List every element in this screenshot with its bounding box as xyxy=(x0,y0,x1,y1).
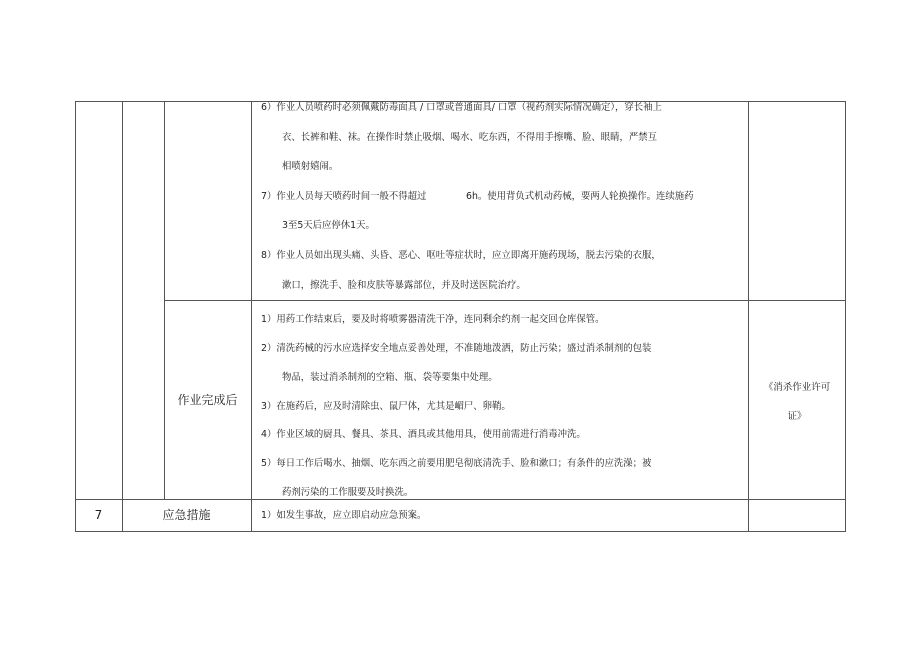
row-b-line-3: 物品，装过消杀制剂的空箱、瓶、袋等要集中处理。 xyxy=(282,372,498,383)
row-divider-b xyxy=(164,300,846,301)
column-divider-2 xyxy=(164,101,165,500)
row-b-line-5: 4）作业区域的厨具、餐具、茶具、酒具或其他用具，使用前需进行消毒冲洗。 xyxy=(261,429,586,440)
row-b-line-1: 1）用药工作结束后，要及时将喷雾器清洗干净，连同剩余约剂一起交回仓库保管。 xyxy=(261,314,605,325)
row-b-reference-line2: 证》 xyxy=(787,411,807,422)
table-bottom-border xyxy=(75,531,846,532)
row-divider-c xyxy=(75,499,846,500)
column-divider-1 xyxy=(122,101,123,532)
row-c-line-1: 1）如发生事故，应立即启动应急预案。 xyxy=(261,510,427,521)
row-c-label: 应急措施 xyxy=(162,508,211,522)
row-a-line-4a: 7）作业人员每天喷药时间一般不得超过 xyxy=(261,191,427,202)
table-left-border xyxy=(75,101,76,532)
row-b-line-6: 5）每日工作后喝水、抽烟、吃东西之前要用肥皂彻底清洗手、脸和漱口；有条件的应洗澡；被 xyxy=(261,458,652,469)
row-a-line-6: 8）作业人员如出现头痛、头昏、恶心、呕吐等症状时，应立即离开施药现场，脱去污染的衣服， xyxy=(261,250,661,261)
row-a-line-4b: 6h。使用背负式机动药械，要两人轮换操作。连续施药 xyxy=(466,191,694,202)
row-b-reference-line1: 《消杀作业许可 xyxy=(763,382,831,393)
row-b-line-2: 2）清洗药械的污水应选择安全地点妥善处理，不准随地泼洒，防止污染；盛过消杀制剂的包装 xyxy=(261,343,652,354)
row-a-line-1: 6）作业人员喷药时必须佩戴防毒面具 / 口罩或普通面具/ 口罩（视药剂实际情况确定），穿长袖上 xyxy=(261,102,662,113)
row-b-label: 作业完成后 xyxy=(177,393,238,407)
column-divider-3 xyxy=(251,101,252,532)
row-a-line-7: 漱口，擦洗手、脸和皮肤等暴露部位，并及时送医院治疗。 xyxy=(282,280,526,291)
row-a-line-3: 相喷射嬉闹。 xyxy=(282,161,339,172)
row-c-number: 7 xyxy=(94,508,103,522)
table-right-border xyxy=(845,101,846,532)
row-a-line-2: 衣、长裤和鞋、袜。在操作时禁止吸烟、喝水、吃东西，不得用手擦嘴、脸、眼睛，严禁互 xyxy=(282,132,658,143)
row-b-line-7: 药剂污染的工作服要及时换洗。 xyxy=(282,487,414,498)
row-a-line-5: 3至5天后应停休1天。 xyxy=(282,220,375,231)
row-b-line-4: 3）在施药后，应及时清除虫、鼠尸体，尤其是嵋尸、卵鞘。 xyxy=(261,401,511,412)
column-divider-4 xyxy=(748,101,749,532)
